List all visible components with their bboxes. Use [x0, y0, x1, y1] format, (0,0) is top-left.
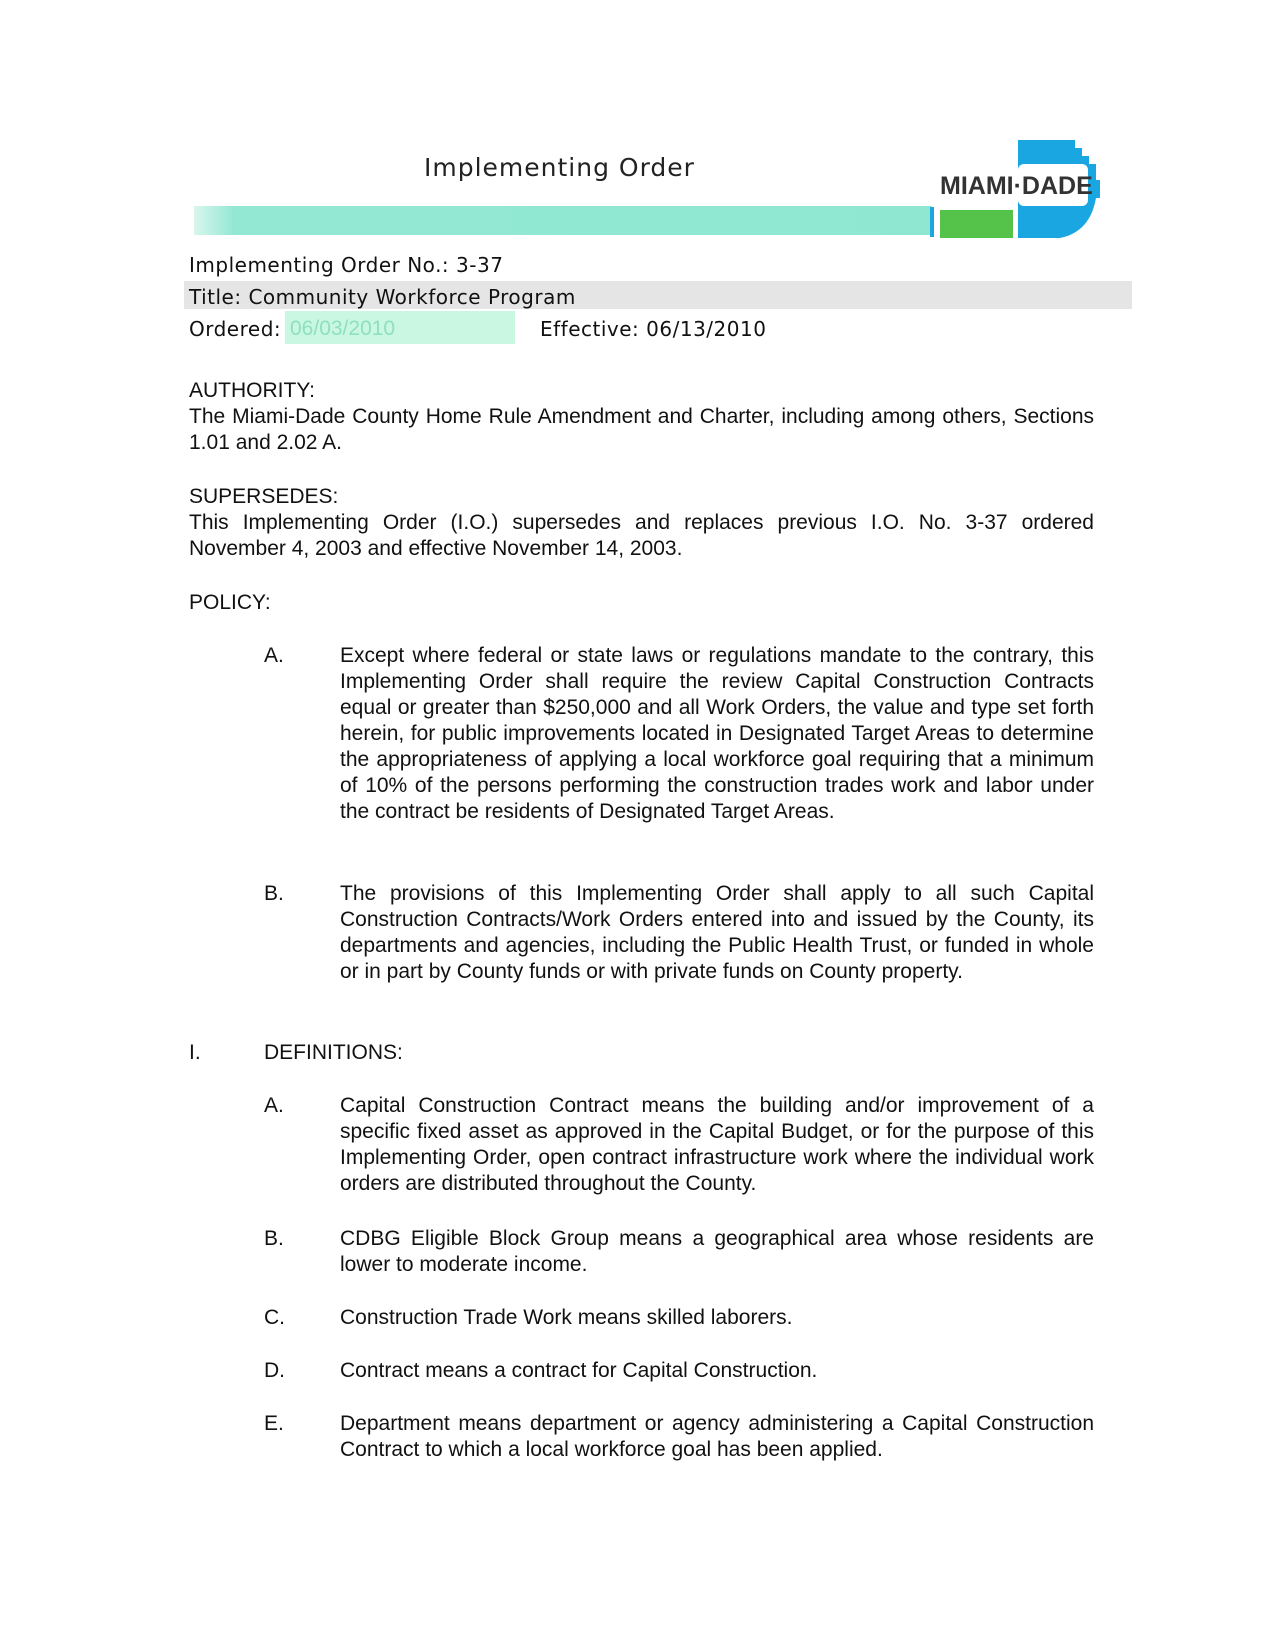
definition-text: CDBG Eligible Block Group means a geographical area whose residents are lower to moderate income. [340, 1227, 1094, 1276]
supersedes-heading: SUPERSEDES: [189, 485, 339, 508]
authority-heading: AUTHORITY: [189, 379, 316, 402]
ordered-date: 06/03/2010 [290, 317, 396, 340]
definition-letter: E. [264, 1412, 284, 1435]
policy-item-text: Except where federal or state laws or regulations mandate to the contrary, this Implementing Order shall require the review Capital Construction Contracts equal or greater than $250,000 and all Work Orders, the value and type set forth herein, for public improvements located in Designated Target Areas to determine the appropriateness of applying a local workforce goal requiring that a minimum of 10% of the persons performing the construction trades work and labor under the contract be residents of Designated Target Areas. [340, 644, 1094, 823]
effective-label: Effective: [540, 317, 640, 341]
supersedes-text: This Implementing Order (I.O.) supersedes and replaces previous I.O. No. 3-37 ordered November 4, 2003 and effective November 14, 2003. [189, 511, 1094, 560]
document-title: Community Workforce Program [248, 285, 576, 309]
definition-letter: B. [264, 1227, 284, 1250]
miami-dade-logo [930, 140, 1126, 240]
effective-date: 06/13/2010 [646, 317, 767, 341]
effective-line [540, 316, 766, 342]
policy-item-letter: A. [264, 644, 284, 667]
title-line [189, 284, 576, 310]
order-number-line [189, 252, 503, 278]
ordered-label: Ordered: [189, 317, 282, 341]
definition-letter: A. [264, 1094, 284, 1117]
header-banner [194, 206, 932, 235]
definition-letter: D. [264, 1359, 285, 1382]
authority-text: The Miami-Dade County Home Rule Amendment and Charter, including among others, Sections 1.01 and 2.02 A. [189, 405, 1094, 454]
document-heading: Implementing Order [424, 153, 695, 182]
definitions-number: I. [189, 1041, 201, 1064]
definition-text: Capital Construction Contract means the building and/or improvement of a specific fixed asset as approved in the Capital Budget, or for the purpose of this Implementing Order, open contract infrastructure work where the individual work orders are distributed throughout the County. [340, 1094, 1094, 1195]
order-number: 3-37 [456, 253, 504, 277]
order-number-label: Implementing Order No.: [189, 253, 450, 277]
definition-text: Contract means a contract for Capital Construction. [340, 1359, 818, 1382]
definition-text: Department means department or agency administering a Capital Construction Contract to which a local workforce goal has been applied. [340, 1412, 1094, 1461]
definitions-heading: DEFINITIONS: [264, 1041, 403, 1064]
title-label: Title: [189, 285, 242, 309]
policy-item-text: The provisions of this Implementing Order shall apply to all such Capital Construction Contracts/Work Orders entered into and issued by the County, its departments and agencies, including the Public Health Trust, or funded in whole or in part by County funds or with private funds on County property. [340, 882, 1094, 983]
policy-heading: POLICY: [189, 591, 271, 614]
definition-text: Construction Trade Work means skilled laborers. [340, 1306, 793, 1329]
definition-letter: C. [264, 1306, 285, 1329]
logo-text: MIAMI·DADE [940, 172, 1093, 200]
policy-item-letter: B. [264, 882, 284, 905]
